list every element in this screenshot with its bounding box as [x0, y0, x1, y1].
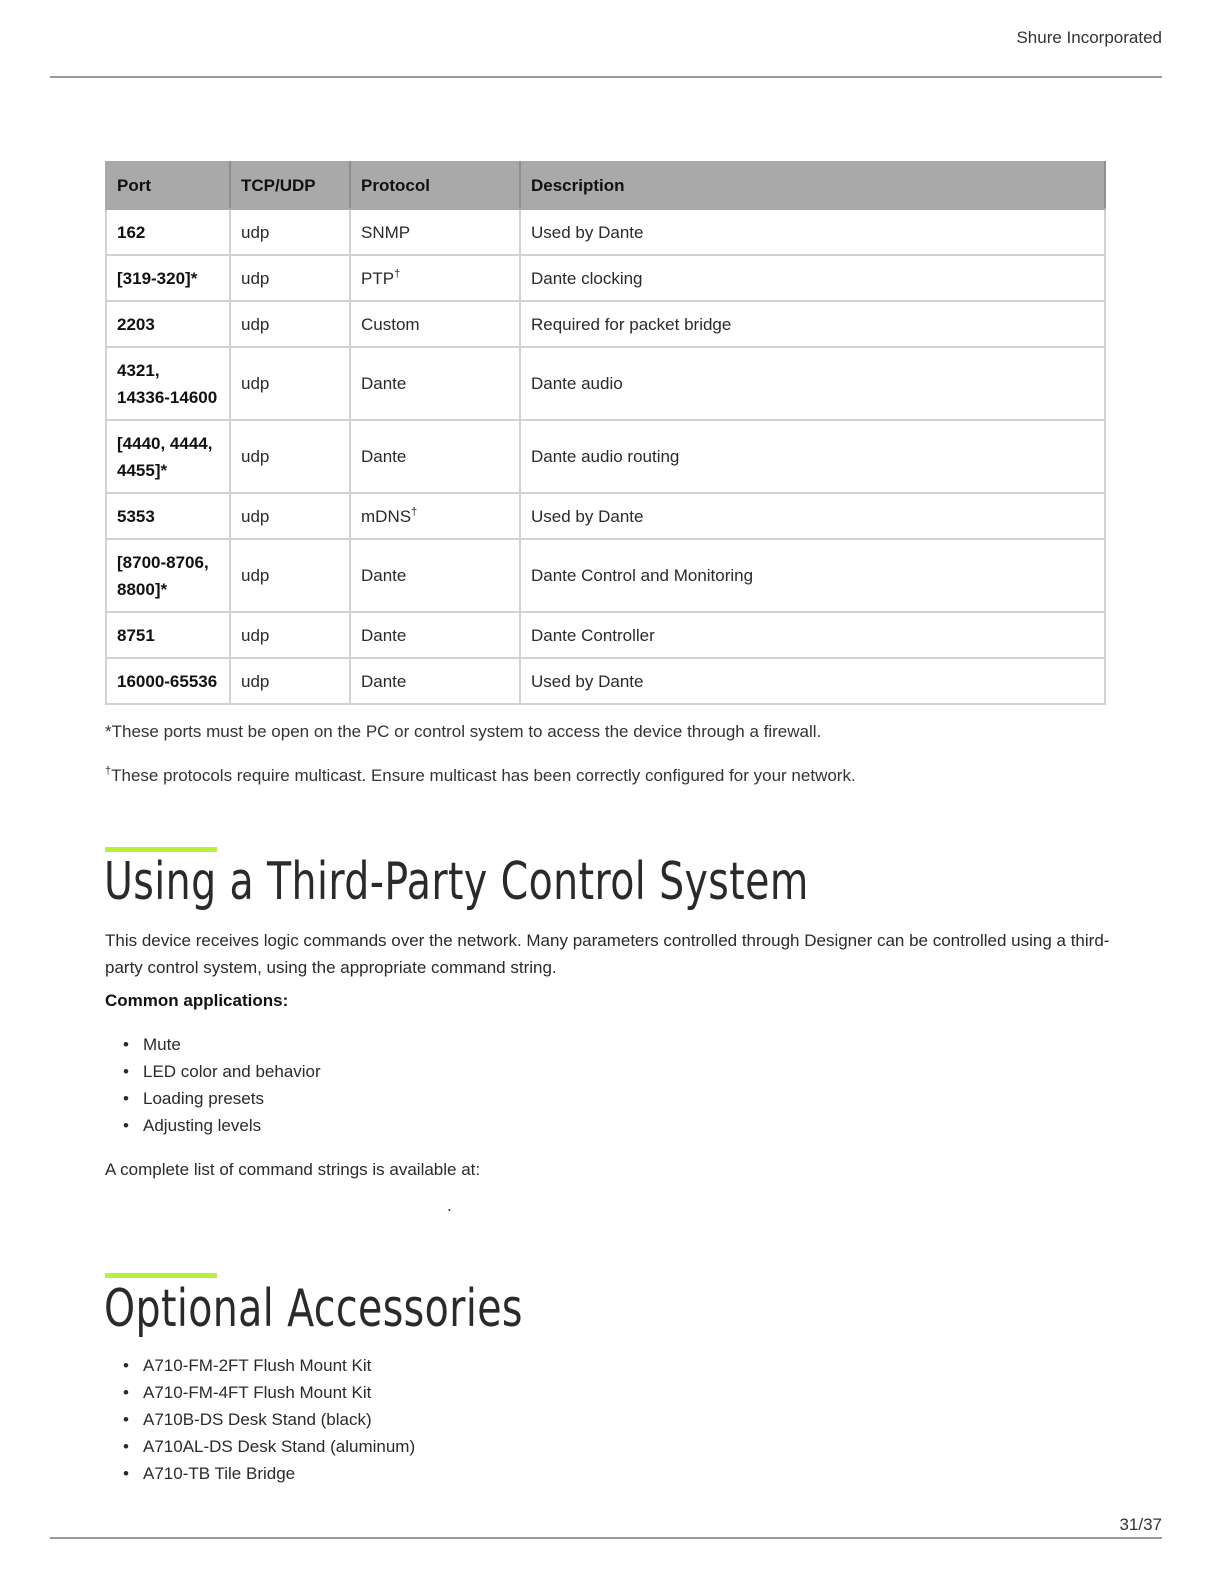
transport-cell: udp — [230, 539, 350, 612]
description-cell: Used by Dante — [520, 209, 1105, 255]
table-header-row — [106, 162, 1105, 209]
firewall-note: *These ports must be open on the PC or control system to access the device through a firewall. — [105, 722, 822, 741]
protocol-cell — [350, 658, 520, 704]
column-header-tcp-udp: TCP/UDP — [230, 162, 350, 209]
table-row — [106, 209, 1105, 255]
port-line: [4440, 4444, — [117, 433, 213, 453]
port-cell: [319-320]* — [106, 255, 230, 301]
protocol-name: Dante — [361, 625, 407, 645]
column-header-port: Port — [106, 162, 230, 209]
protocol-name: Custom — [361, 314, 420, 334]
header-divider — [50, 76, 1162, 78]
applications-list — [123, 1031, 321, 1139]
multicast-note — [105, 766, 856, 786]
protocol-name: mDNS — [361, 506, 412, 526]
protocol-name: Dante — [361, 447, 407, 466]
protocol-cell — [350, 255, 520, 301]
list-item: • A710AL-DS Desk Stand (aluminum) — [123, 1433, 415, 1460]
multicast-dagger: † — [394, 267, 401, 280]
table-row — [106, 612, 1105, 658]
list-item: • Mute — [123, 1031, 321, 1058]
description-cell: Dante Control and Monitoring — [520, 539, 1105, 612]
description-cell: Dante clocking — [520, 255, 1105, 301]
footer-divider — [50, 1537, 1162, 1539]
port-line: 4455]* — [117, 460, 168, 480]
description-cell: Dante audio routing — [520, 420, 1105, 493]
command-link-period: . — [447, 1196, 452, 1215]
description-cell: Dante audio — [520, 347, 1105, 420]
transport-cell: udp — [230, 255, 350, 301]
list-item: • A710-TB Tile Bridge — [123, 1460, 415, 1487]
port-line: 8800]* — [117, 579, 168, 599]
table-row — [106, 347, 1105, 420]
multicast-dagger: † — [411, 505, 418, 518]
protocol-name: PTP — [361, 268, 395, 288]
protocol-cell — [350, 420, 520, 493]
list-item: • A710-FM-4FT Flush Mount Kit — [123, 1379, 415, 1406]
port-cell — [106, 347, 230, 420]
table-row — [106, 301, 1105, 347]
list-item: • Loading presets — [123, 1085, 321, 1112]
transport-cell: udp — [230, 658, 350, 704]
transport-cell: udp — [230, 301, 350, 347]
port-line: 4321, — [117, 360, 160, 380]
common-applications-label: Common applications: — [105, 991, 289, 1010]
protocol-cell — [350, 301, 520, 347]
description-cell: Dante Controller — [520, 612, 1105, 658]
list-item: • Adjusting levels — [123, 1112, 321, 1139]
column-header-protocol: Protocol — [350, 162, 520, 209]
table-row — [106, 493, 1105, 539]
multicast-dagger: † — [105, 765, 112, 777]
port-line: [8700-8706, — [117, 552, 209, 572]
accessories-list — [123, 1352, 415, 1487]
page-number: 31/37 — [1119, 1515, 1162, 1534]
port-line: 14336-14600 — [117, 387, 218, 407]
port-cell — [106, 420, 230, 493]
header-company-name: Shure Incorporated — [1016, 28, 1162, 47]
description-cell: Required for packet bridge — [520, 301, 1105, 347]
transport-cell: udp — [230, 493, 350, 539]
port-cell: 16000-65536 — [106, 658, 230, 704]
protocol-cell — [350, 493, 520, 539]
section-accent-bar — [105, 1273, 217, 1278]
protocol-name: Dante — [361, 374, 407, 393]
third-party-heading: Using a Third-Party Control System — [104, 852, 809, 912]
multicast-note-text: These protocols require multicast. Ensure multicast has been correctly configured for your network. — [111, 766, 856, 785]
table-row — [106, 255, 1105, 301]
table-row — [106, 420, 1105, 493]
protocol-cell — [350, 612, 520, 658]
column-header-description: Description — [520, 162, 1105, 209]
list-item: • A710-FM-2FT Flush Mount Kit — [123, 1352, 415, 1379]
list-item: • A710B-DS Desk Stand (black) — [123, 1406, 415, 1433]
transport-cell: udp — [230, 612, 350, 658]
protocol-name: Dante — [361, 671, 407, 691]
port-cell — [106, 539, 230, 612]
transport-cell: udp — [230, 209, 350, 255]
protocol-name: SNMP — [361, 222, 411, 242]
protocol-cell — [350, 539, 520, 612]
protocol-cell — [350, 347, 520, 420]
protocol-name: Dante — [361, 566, 407, 585]
list-item: • LED color and behavior — [123, 1058, 321, 1085]
table-row — [106, 658, 1105, 704]
description-cell: Used by Dante — [520, 658, 1105, 704]
command-list-text: A complete list of command strings is available at: — [105, 1160, 481, 1179]
third-party-intro: This device receives logic commands over the network. Many parameters controlled through Designer can be controlled using a third-party control system, using the appropriate command string. — [105, 931, 1110, 977]
description-cell: Used by Dante — [520, 493, 1105, 539]
transport-cell: udp — [230, 347, 350, 420]
port-cell: 5353 — [106, 493, 230, 539]
protocol-cell — [350, 209, 520, 255]
ports-table — [105, 161, 1106, 705]
port-cell: 162 — [106, 209, 230, 255]
port-cell: 2203 — [106, 301, 230, 347]
table-row — [106, 539, 1105, 612]
port-cell: 8751 — [106, 612, 230, 658]
accessories-heading: Optional Accessories — [104, 1279, 523, 1339]
transport-cell: udp — [230, 420, 350, 493]
